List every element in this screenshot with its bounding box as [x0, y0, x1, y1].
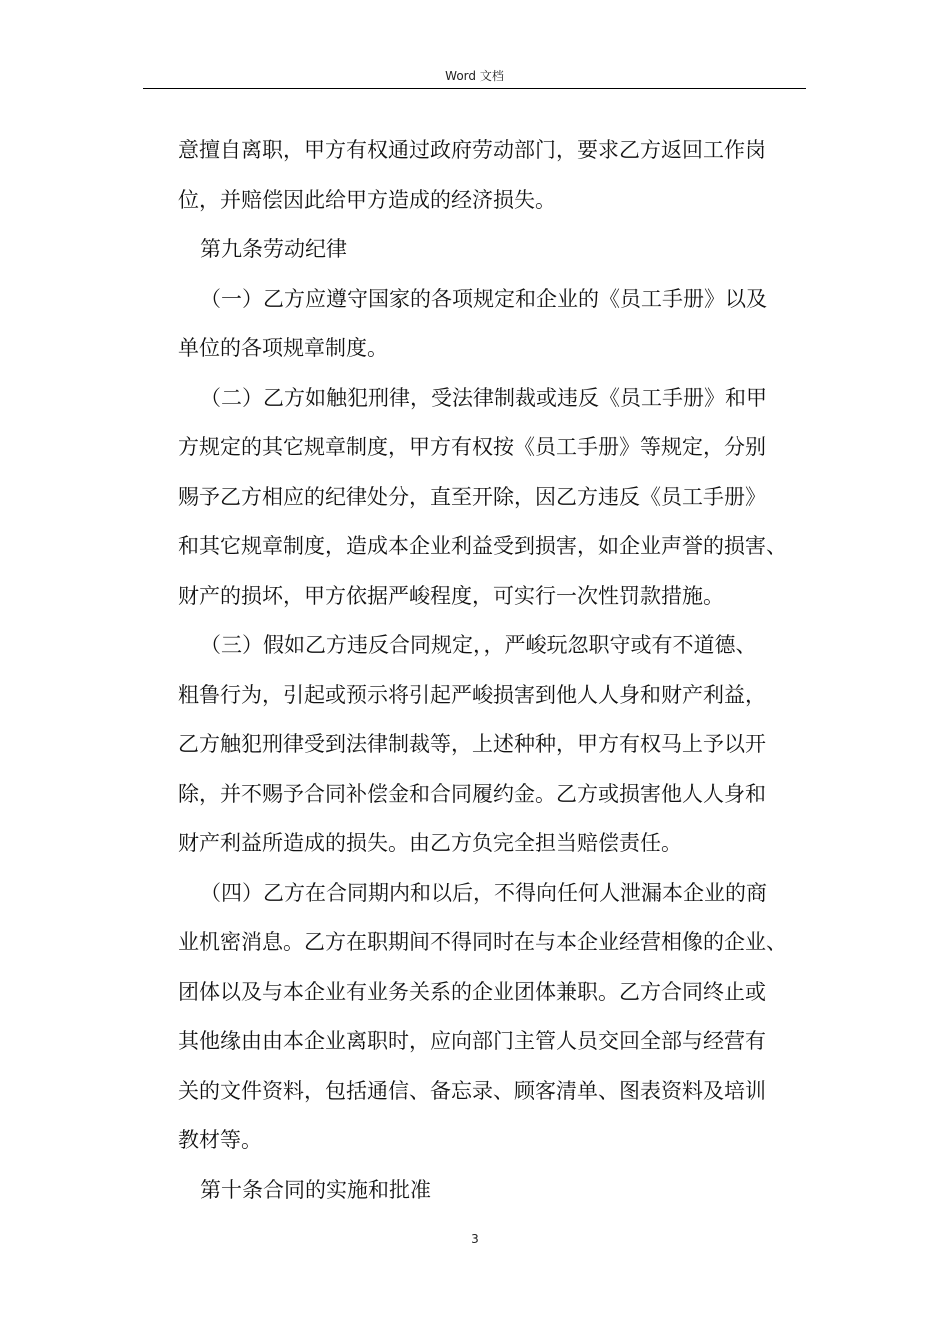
page-number: 3: [471, 1232, 479, 1246]
text-line: 单位的各项规章制度。: [178, 336, 388, 360]
text-line: （一）乙方应遵守国家的各项规定和企业的《员工手册》以及: [200, 286, 767, 311]
text-line: （二）乙方如触犯刑律，受法律制裁或违反《员工手册》和甲: [200, 385, 767, 410]
text-line: 财产利益所造成的损失。由乙方负完全担当赔偿责任。: [178, 831, 682, 855]
text-line: （四）乙方在合同期内和以后，不得向任何人泄漏本企业的商: [200, 880, 767, 905]
text-line: 财产的损坏，甲方依据严峻程度，可实行一次性罚款措施。: [178, 583, 724, 608]
text-line: 位，并赔偿因此给甲方造成的经济损失。: [178, 187, 556, 212]
text-line: 方规定的其它规章制度，甲方有权按《员工手册》等规定，分别: [178, 435, 766, 459]
text-line: 团体以及与本企业有业务关系的企业团体兼职。乙方合同终止或: [178, 979, 766, 1004]
text-line: 业机密消息。乙方在职期间不得同时在与本企业经营相像的企业、: [178, 930, 787, 954]
text-line: 教材等。: [178, 1128, 262, 1152]
text-line: 关的文件资料，包括通信、备忘录、顾客清单、图表资料及培训: [178, 1078, 766, 1103]
text-line: （三）假如乙方违反合同规定，，严峻玩忽职守或有不道德、: [200, 633, 757, 657]
page-header: Word 文档: [143, 66, 806, 89]
text-line: 乙方触犯刑律受到法律制裁等，上述种种，甲方有权马上予以开: [178, 732, 766, 756]
text-line: 除，并不赐予合同补偿金和合同履约金。乙方或损害他人人身和: [178, 781, 766, 806]
section-heading: 第九条劳动纪律: [200, 237, 347, 261]
text-line: 和其它规章制度，造成本企业利益受到损害，如企业声誉的损害、: [178, 534, 787, 558]
text-line: 其他缘由由本企业离职时，应向部门主管人员交回全部与经营有: [178, 1029, 766, 1053]
text-line: 赐予乙方相应的纪律处分，直至开除，因乙方违反《员工手册》: [178, 484, 766, 509]
text-line: 粗鲁行为，引起或预示将引起严峻损害到他人人身和财产利益，: [178, 682, 766, 707]
document-body: [178, 126, 818, 1215]
section-heading: 第十条合同的实施和批准: [200, 1177, 431, 1202]
text-line: 意擅自离职，甲方有权通过政府劳动部门，要求乙方返回工作岗: [178, 138, 766, 162]
